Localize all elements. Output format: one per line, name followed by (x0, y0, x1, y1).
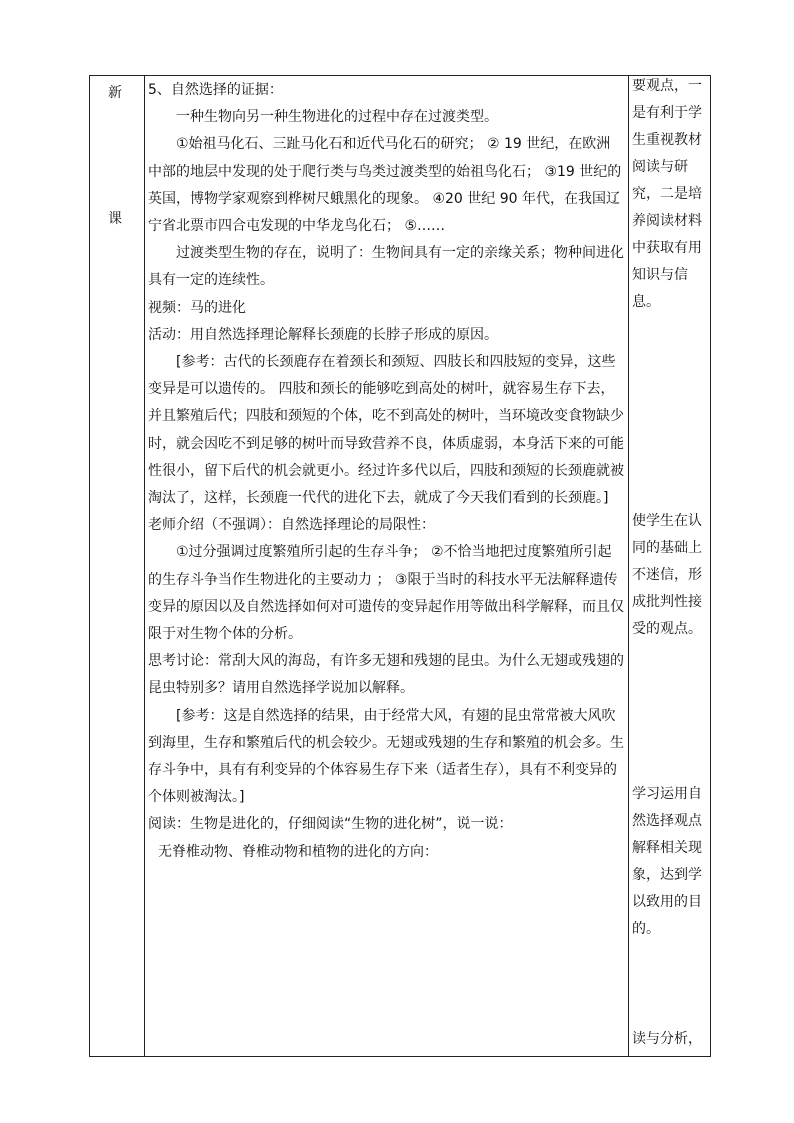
discussion-question: 思考讨论：常刮大风的海岛，有许多无翅和残翅的昆虫。为什么无翅或残翅的昆虫特别多？请用自然选择学说加以解释。 (148, 653, 624, 697)
section-label-char-2: 课 (108, 211, 122, 227)
giraffe-reference: [参考：古代的长颈鹿存在着颈长和颈短、四肢长和四肢短的变异，这些变异是可以遗传的。 四肢和颈长的能够吃到高处的树叶，就容易生存下去，并且繁殖后代；四肢和颈短的个体，吃不到高处的树叶，当环境改变食物缺少时，就会因吃不到足够的树叶而导致营养不良，体质虚弱，本身活下来的可能性很小，留下后代的机会就更小。经过许多代以后，四肢和颈短的长颈鹿就被淘汰了，这样，长颈鹿一代代的进化下去，就成了今天我们看到的长颈鹿。] (148, 354, 624, 507)
section-label-char-1: 新 (108, 85, 122, 101)
theory-limitations: ①过分强调过度繁殖所引起的生存斗争； ②不恰当地把过度繁殖所引起的生存斗争当作生物进化的主要动力 ； ③限于当时的科技水平无法解释遗传变异的原因以及自然选择如何对可遗传的变异起作用等做出科学解释，而且仅限于对生物个体的分析。 (148, 544, 624, 643)
activity-line: 活动：用自然选择理论解释长颈鹿的长脖子形成的原因。 (148, 326, 498, 343)
note-apply-theory: 学习运用自然选择观点解释相关现象，达到学以致用的目的。 (632, 786, 702, 937)
insect-reference: [参考：这是自然选择的结果，由于经常大风，有翅的昆虫常常被大风吹到海里，生存和繁殖后代的机会较少。无翅或残翅的生存和繁殖的机会多。生存斗争中，具有有利变异的个体容易生存下来（适者生存），具有不利变异的个体则被淘汰。] (148, 707, 624, 806)
lesson-content (148, 77, 624, 866)
video-line: 视频：马的进化 (148, 299, 246, 316)
teacher-intro: 老师介绍（不强调）：自然选择理论的局限性： (148, 517, 435, 534)
transition-conclusion: 过渡类型生物的存在，说明了：生物间具有一定的亲缘关系；物种间进化具有一定的连续性。 (148, 245, 624, 289)
note-critical-view: 使学生在认同的基础上不迷信，形成批判性接受的观点。 (632, 513, 702, 637)
evidence-list: ①始祖马化石、三趾马化石和近代马化石的研究； ② 19 世纪，在欧洲中部的地层中发现的处于爬行类与鸟类过渡类型的始祖鸟化石； ③19 世纪的英国，博物学家观察到桦树尺蛾黑化的现象。 ④20 世纪 90 年代，在我国辽宁省北票市四合屯发现的中华龙鸟化石； ⑤…… (148, 136, 622, 235)
section-heading: 5、自然选择的证据： (148, 82, 283, 98)
note-reading-purpose: 要观点，一是有利于学生重视教材阅读与研究，二是培养阅读材料中获取有用知识与信息。 (632, 78, 702, 310)
note-read-analyze: 读与分析， (632, 1031, 702, 1047)
transition-statement: 一种生物向另一种生物进化的过程中存在过渡类型。 (176, 109, 498, 126)
reading-prompt: 阅读：生物是进化的，仔细阅读“生物的进化树”，说一说： (148, 816, 513, 833)
evolution-direction: 无脊椎动物、脊椎动物和植物的进化的方向： (158, 843, 438, 860)
